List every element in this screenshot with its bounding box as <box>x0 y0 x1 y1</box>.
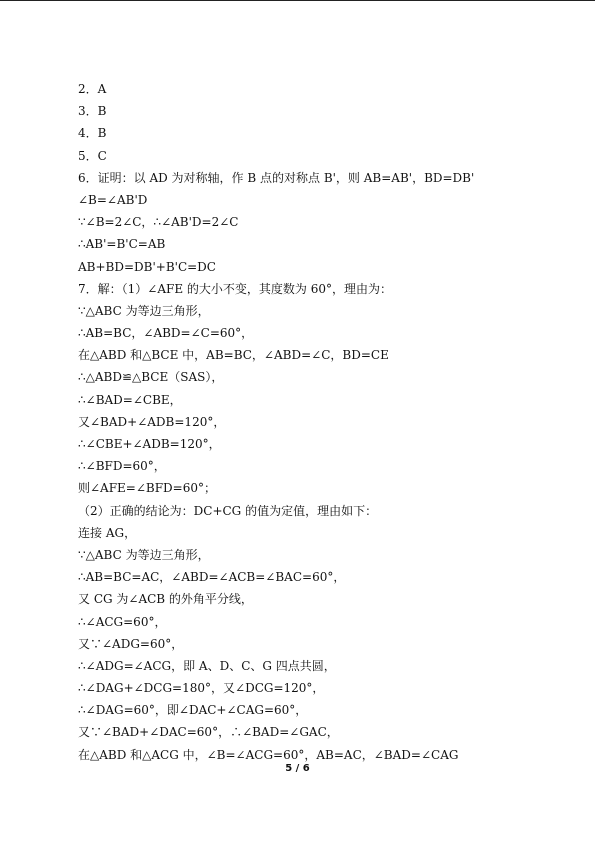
proof-6-line: ∠B=∠AB'D <box>78 192 148 207</box>
solution-7-part-2-line: 又 CG 为∠ACB 的外角平分线， <box>78 592 253 607</box>
solution-7-part-2-line: ∴∠ACG=60°， <box>78 614 167 629</box>
proof-6-line: ∵∠B=2∠C，∴∠AB'D=2∠C <box>78 215 239 230</box>
solution-7-part-2-line: 又∵∠ADG=60°， <box>78 636 184 651</box>
solution-7-part-2-line: ∵△ABC 为等边三角形， <box>78 547 210 562</box>
solution-7-part-2-line: 又∵∠BAD+∠DAC=60°，∴∠BAD=∠GAC， <box>78 725 339 740</box>
solution-7-line: 7．解：（1）∠AFE 的大小不变，其度数为 60°，理由为： <box>78 281 392 296</box>
proof-6-line: AB+BD=DB'+B'C=DC <box>78 259 216 274</box>
solution-7-line: 则∠AFE=∠BFD=60°； <box>78 481 217 496</box>
answer-line-2: 2．A <box>78 82 107 96</box>
solution-7-line: 在△ABD 和△BCE 中，AB=BC，∠ABD=∠C，BD=CE <box>78 348 389 363</box>
solution-7-part-2-line: ∴∠ADG=∠ACG，即 A、D、C、G 四点共圆， <box>78 658 336 673</box>
solution-7-part-2-line: 在△ABD 和△ACG 中，∠B=∠ACG=60°，AB=AC，∠BAD=∠CAG <box>78 747 459 762</box>
solution-7-line: ∴∠BFD=60°， <box>78 459 166 474</box>
solution-7-line: ∴AB=BC，∠ABD=∠C=60°， <box>78 326 254 341</box>
solution-7-part-2-line: 连接 AG， <box>78 525 137 540</box>
solution-7-line: ∴∠CBE+∠ADB=120°， <box>78 437 221 451</box>
top-border-line <box>0 0 595 1</box>
proof-6-line: ∴AB'=B'C=AB <box>78 237 166 252</box>
solution-7-line: ∵△ABC 为等边三角形， <box>78 303 210 318</box>
answer-line-4: 4．B <box>78 126 107 141</box>
document-body <box>78 78 548 766</box>
solution-7-line: 又∠BAD+∠ADB=120°， <box>78 414 226 429</box>
proof-6-line: 6．证明：以 AD 为对称轴，作 B 点的对称点 B'，则 AB=AB'，BD=DB' <box>78 170 475 185</box>
solution-7-part-2-line: ∴∠DAG=60°，即∠DAC+∠CAG=60°， <box>78 703 308 718</box>
solution-7-part-2-line: ∴AB=BC=AC，∠ABD=∠ACB=∠BAC=60°， <box>78 570 346 585</box>
answer-line-5: 5．C <box>78 148 107 163</box>
page-number: 5 / 6 <box>285 763 310 774</box>
answer-line-3: 3．B <box>78 104 107 119</box>
solution-7-line: ∴△ABD≌△BCE（SAS）， <box>78 370 224 385</box>
solution-7-line: ∴∠BAD=∠CBE， <box>78 392 182 407</box>
solution-7-part-2-line: ∴∠DAG+∠DCG=180°，又∠DCG=120°， <box>78 681 325 696</box>
solution-7-part-2-line: （2）正确的结论为：DC+CG 的值为定值，理由如下： <box>78 503 378 518</box>
